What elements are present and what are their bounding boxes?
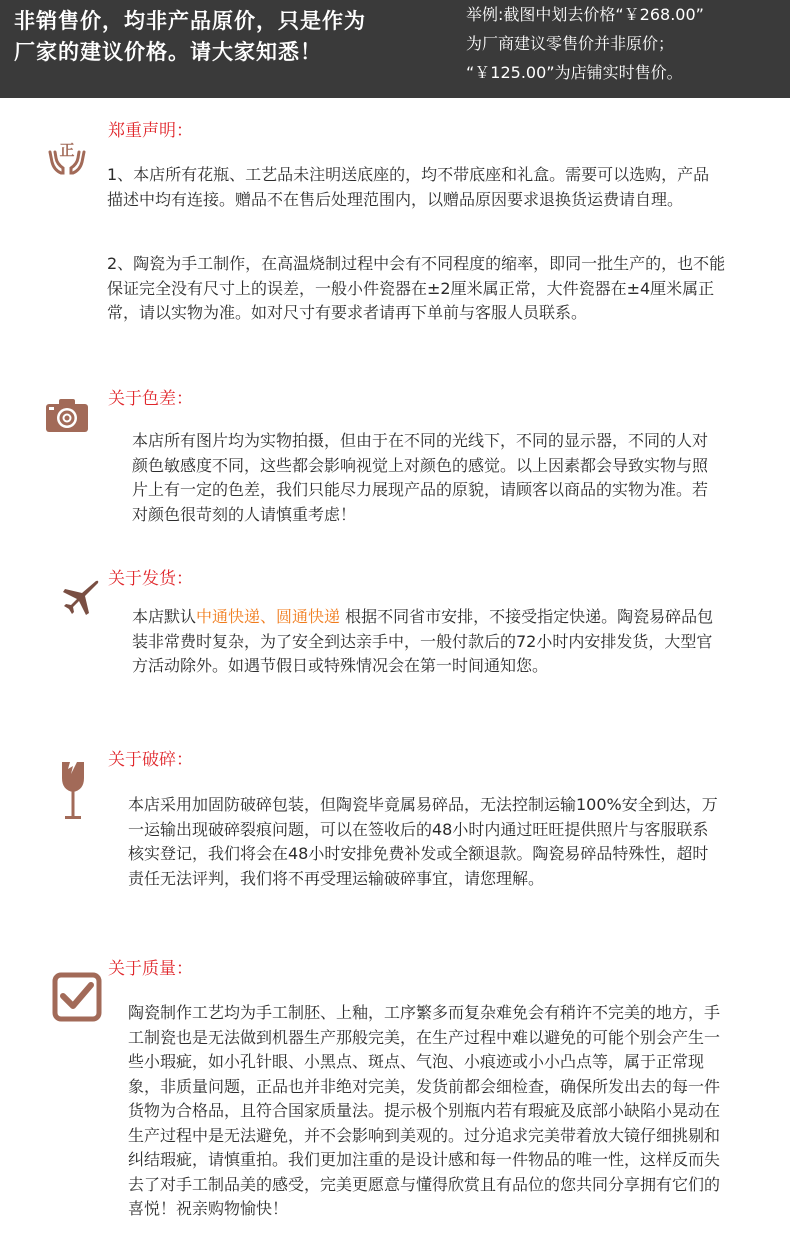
quality-section [0, 957, 790, 1257]
shipping-paragraph [132, 605, 722, 679]
shipping-text-c: 根据不同省市安排，不接受指定快递。陶瓷易碎品包装非常费时复杂，为了安全到达亲手中，一般付款后的72小时内安排发货，大型官方活动除外。如遇节假日或特殊情况会在第一时间通知您。 [132, 607, 714, 675]
notice-line-2: 厂家的建议价格。请大家知悉！ [14, 40, 322, 64]
shipping-title: 关于发货： [108, 569, 193, 589]
courier-names: 中通快递、圆通快递 [196, 607, 341, 626]
breakage-paragraph: 本店采用加固防破碎包装，但陶瓷毕竟属易碎品，无法控制运输100%安全到达，万一运输出现破碎裂痕问题，可以在签收后的48小时内通过旺旺提供照片与客服联系核实登记，我们将会在48小时安排免费补发或全额退款。陶瓷易碎品特殊性，超时责任无法评判，我们将不再受理运输破碎事宜，请您理解。 [128, 795, 718, 888]
broken-glass-icon [60, 760, 86, 822]
price-notice [14, 6, 454, 68]
color-paragraph: 本店所有图片均为实物拍摄，但由于在不同的光线下，不同的显示器，不同的人对颜色敏感度不同，这些都会影响视觉上对颜色的感觉。以上因素都会导致实物与照片上有一定的色差，我们只能尽力展现产品的原貌，请顾客以商品的实物为准。若对颜色很苛刻的人请慎重考虑！ [132, 431, 709, 524]
quality-paragraph: 陶瓷制作工艺均为手工制胚、上釉，工序繁多而复杂难免会有稍许不完美的地方，手工制瓷也是无法做到机器生产那般完美，在生产过程中难以避免的可能个别会产生一些小瑕疵，如小孔针眼、小黑点、斑点、气泡、小痕迹或小小凸点等，属于正常现象，非质量问题，正品也并非绝对完美，发货前都会细检查，确保所发出去的每一件货物为合格品，且符合国家质量法。提示极个别瓶内若有瑕疵及底部小缺陷小晃动在生产过程中是无法避免，并不会影响到美观的。过分追求完美带着放大镜仔细挑剔和纠结瑕疵，请慎重拍。我们更加注重的是设计感和每一件物品的唯一性，这样反而失去了对手工制品美的感受，完美更愿意与懂得欣赏且有品位的您共同分享拥有它们的喜悦！祝亲购物愉快！ [128, 1003, 721, 1218]
notice-line-1: 非销售价，均非产品原价，只是作为 [14, 9, 366, 33]
shipping-section [0, 567, 790, 717]
checkbox-icon [52, 972, 102, 1022]
hands-zheng-icon [47, 138, 87, 178]
statement-paragraph-1: 1、本店所有花瓶、工艺品未注明送底座的，均不带底座和礼盒。需要可以选购，产品描述中均有连接。赠品不在售后处理范围内，以赠品原因要求退换货运费请自理。 [107, 165, 710, 209]
airplane-icon [62, 579, 100, 617]
price-notice-banner [0, 0, 790, 98]
statement-title: 郑重声明： [108, 121, 193, 141]
statement-section [0, 110, 790, 360]
statement-paragraph-2: 2、陶瓷为手工制作，在高温烧制过程中会有不同程度的缩率，即同一批生产的，也不能保证完全没有尺寸上的误差，一般小件瓷器在±2厘米属正常，大件瓷器在±4厘米属正常，请以实物为准。如对尺寸有要求者请再下单前与客服人员联系。 [107, 254, 726, 322]
quality-title: 关于质量： [108, 959, 193, 979]
color-title: 关于色差： [108, 389, 193, 409]
camera-icon [45, 397, 89, 433]
color-section [0, 385, 790, 535]
zheng-glyph: 正 [59, 141, 75, 159]
example-line-1: 举例:截图中划去价格“￥268.00” [466, 5, 704, 24]
breakage-title: 关于破碎： [108, 750, 193, 770]
shipping-text-a: 本店默认 [132, 607, 197, 626]
breakage-section [0, 748, 790, 928]
example-line-2: 为厂商建议零售价并非原价； [466, 34, 675, 53]
price-example [466, 0, 786, 87]
example-line-3: “￥125.00”为店铺实时售价。 [466, 63, 683, 82]
